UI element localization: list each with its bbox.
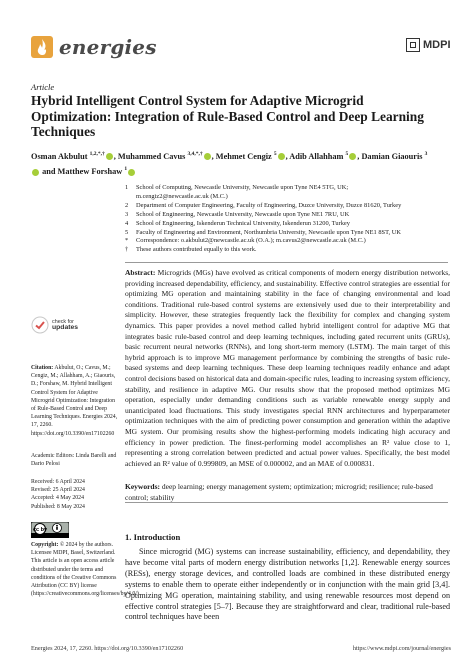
affiliation-item: 4 School of Engineering, Iskenderun Technical University, Iskenderun 31200, Turkey (125, 219, 350, 227)
academic-editors: Academic Editors: Linda Barelli and Dario Pelosi (31, 453, 117, 468)
revised-date: Revised: 25 April 2024 (31, 487, 85, 494)
check-for-updates-button[interactable] (31, 316, 78, 334)
author-osman-akbulut[interactable]: Osman Akbulut $^{1,2,*,\dagger}$ (31, 151, 105, 161)
citation-label: Citation: (31, 365, 54, 371)
publisher-logo (406, 38, 451, 52)
affiliations (125, 184, 455, 255)
journal-name: energies (59, 35, 157, 59)
affiliation-item: 1 School of Computing, Newcastle University, Newcastle upon Tyne NE4 5TG, UK; (125, 184, 349, 191)
article-type: Article (31, 82, 55, 92)
equal-contribution-note: † These authors contributed equally to this work. (125, 246, 257, 254)
affiliation-item: 2 Department of Computer Engineering, Faculty of Engineering, Duzce University, Duzce 81620, Turkey (125, 201, 402, 209)
cc-mark: cc by (32, 527, 48, 533)
publisher-name: MDPI (423, 39, 451, 51)
divider (125, 502, 448, 503)
check-updates-icon (31, 316, 49, 334)
orcid-icon[interactable] (278, 153, 285, 160)
received-date: Received: 6 April 2024 (31, 479, 85, 485)
copyright-text: © 2024 by the authors. Licensee MDPI, Basel, Switzerland. This article is an open access article distributed under the terms and conditions of the Creative Commons Attribution (CC BY) license (https://creativecommons.org/licenses/by/4.0/). (31, 542, 141, 598)
page-footer (31, 645, 451, 652)
author-matthew-forshaw[interactable]: and Matthew Forshaw $^1$ (42, 166, 128, 177)
author-adib-allahham[interactable]: Adib Allahham $^5$ (289, 151, 349, 161)
author-damian-giaouris[interactable]: Damian Giaouris $^3$ (361, 151, 428, 161)
orcid-icon[interactable] (349, 153, 356, 160)
divider (125, 262, 448, 263)
accepted-date: Accepted: 4 May 2024 (31, 495, 84, 502)
affiliation-item: 3 School of Engineering, Newcastle University, Newcastle upon Tyne NE1 7RU, UK (125, 210, 350, 218)
keywords (125, 482, 450, 503)
author-list: Osman Akbulut $^{1,2,*,\dagger}$ , Muhammed Cavus $^{3,4,*,\dagger}$ , Mehmet Cengiz $^5$ , Adib Allahham $^5$ , Damian Giaouris $^3$ and Matthew Forshaw $^1$ (31, 151, 428, 177)
abstract-label: Abstract: (125, 268, 156, 277)
check-sub: updates (52, 324, 79, 331)
author-mehmet-cengiz[interactable]: Mehmet Cengiz $^5$ (215, 151, 277, 161)
affiliation-item: 5 Faculty of Engineering and Environment, Northumbria University, Newcastle upon Tyne NE1 8ST, UK (125, 228, 401, 236)
keywords-label: Keywords: (125, 482, 160, 491)
citation-block (31, 364, 119, 438)
abstract (125, 268, 450, 469)
cc-by-license-icon[interactable] (31, 522, 69, 538)
paper-title: Hybrid Intelligent Control System for Adaptive Microgrid Optimization: Integration of Rule-Based Control and Deep Learning Techniques (31, 93, 424, 140)
affiliation-item: m.cengiz2@newcastle.ac.uk (M.C.) (136, 192, 228, 200)
check-title: check for (52, 319, 74, 325)
footer-journal-url[interactable]: https://www.mdpi.com/journal/energies (352, 645, 451, 652)
orcid-icon[interactable] (128, 169, 135, 176)
publication-dates (31, 478, 119, 511)
footer-citation[interactable]: Energies 2024, 17, 2260. https://doi.org/10.3390/en17102260 (31, 645, 184, 652)
mdpi-square-icon (406, 38, 420, 52)
section-heading-introduction: 1. Introduction (125, 532, 181, 542)
copyright-notice (31, 541, 141, 598)
published-date: Published: 8 May 2024 (31, 503, 85, 510)
orcid-icon[interactable] (204, 153, 211, 160)
journal-logo (31, 35, 157, 59)
author-muhammed-cavus[interactable]: Muhammed Cavus $^{3,4,*,\dagger}$ (117, 151, 203, 161)
orcid-icon[interactable] (106, 153, 113, 160)
citation-text[interactable]: Akbulut, O.; Cavus, M.; Cengiz, M.; Allahham, A.; Giaouris, D.; Forshaw, M. Hybrid Intelligent Control System for Adaptive Microgrid Optimization: Integration of Rule-Based Control and Deep Learning Techniques. Energies 2024, 17, 2260. https://doi.org/10.3390/en17102260 (31, 365, 118, 437)
orcid-icon[interactable] (32, 169, 39, 176)
correspondence-note: * Correspondence: o.akbulut2@newcastle.ac.uk (O.A.); m.cavus2@newcastle.ac.uk (M.C.) (125, 237, 366, 245)
copyright-label: Copyright: (31, 542, 59, 548)
introduction-text: Since microgrid (MG) systems can increase sustainability, efficiency, and dependability, they have become vital parts of modern energy distribution networks [1,2]. Renewable energy sources (RESs), energy storage devices, and controlled loads are combined in these distributed energy systems to enable them to operate either independently or in conjunction with the main grid [3,4]. Optimizing MG operation, maintaining stability, and using renewable resources most depend on effective control strategies [5–7]. Because they are straightforward and clear, traditional rule-based control techniques have been (125, 547, 450, 622)
abstract-text: Microgrids (MGs) have evolved as critical components of modern energy distribution networks, providing increased dependability, efficiency, and sustainability. Effective control strategies are essential for optimizing MG operation and maintaining stability in the face of changing environmental and load conditions. Traditional rule-based control systems are extensively used due to their interpretability and simplicity. However, these strategies frequently lack the flexibility for complex and changing system dynamics. This paper provides a novel method called hybrid intelligent control for adaptive MG that integrates basic rule-based control and deep learning techniques, including gated recurrent units (GRUs), basic recurrent neural networks (RNNs), and long short-term memory (LSTM). The main target of this hybrid approach is to improve MG management performance by combining the strengths of basic rule-based systems and deep learning techniques. These deep learning techniques readily enhance and adapt control decisions based on historical data and domain-specific rules, leading to increasing system efficiency, stability, and resilience in adaptive MG. Our results show that the proposed method optimizes MG operation, especially under demanding conditions such as variable renewable energy supply and unanticipated load fluctuations. This study investigates special RNN architectures and hyperparameter optimization techniques with the aim of predicting power consumption and generation within the adaptive MG system. Our promising results show the highest-performing models indicating high accuracy and efficiency in power prediction. The finest-performing model accomplishes an R² value close to 1, representing a strong correlation between predicted and actual power values. Specifically, the best model achieved an R² value of 0.999809, an MSE of 0.000002, and an MAE of 0.000831. (125, 268, 451, 468)
journal-flame-icon (31, 36, 53, 58)
keywords-text: deep learning; energy management system; optimization; microgrid; resilience; rule-based control; stability (125, 482, 433, 502)
